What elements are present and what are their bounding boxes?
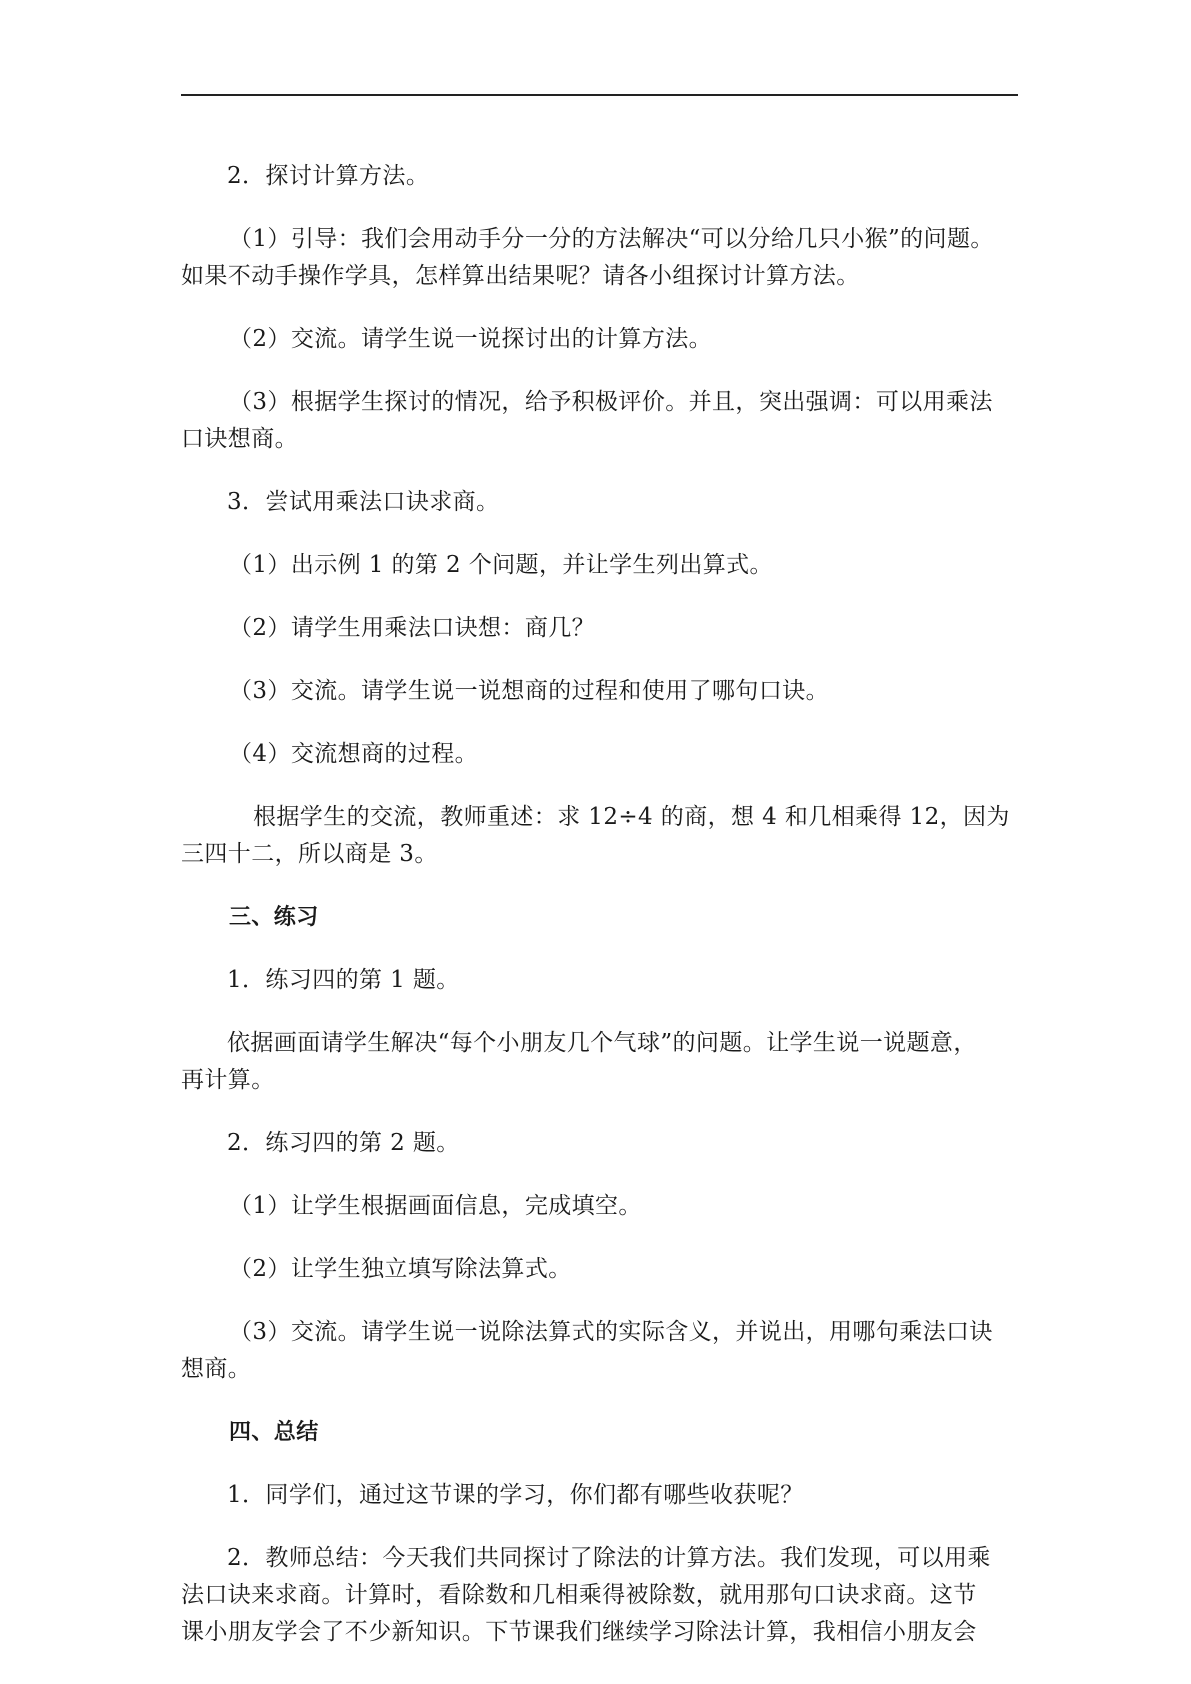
text-line: （1）引导：我们会用动手分一分的方法解决“可以分给几只小猴”的问题。 [229,226,994,252]
text-line: （3）交流。请学生说一说想商的过程和使用了哪句口诀。 [229,678,830,704]
section-heading [181,899,1026,936]
section-heading [181,1414,1026,1451]
paragraph-numbered [181,484,1026,521]
text-line: （3）根据学生探讨的情况，给予积极评价。并且，突出强调：可以用乘法 [229,389,993,415]
text-line: （2）交流。请学生说一说探讨出的计算方法。 [229,326,713,352]
text-line: 1．练习四的第 1 题。 [227,967,460,993]
text-line: （1）出示例 1 的第 2 个问题，并让学生列出算式。 [229,552,773,578]
paragraph-numbered [181,1477,1026,1514]
paragraph-numbered [181,1125,1026,1162]
paragraph-sub-item [181,736,1026,773]
text-line: 2．教师总结：今天我们共同探讨了除法的计算方法。我们发现，可以用乘 [227,1545,991,1571]
text-line: 想商。 [181,1356,252,1382]
text-line: 3．尝试用乘法口诀求商。 [227,489,500,515]
document-body [181,158,1026,1677]
text-line: （2）让学生独立填写除法算式。 [229,1256,572,1282]
text-line: 1．同学们，通过这节课的学习，你们都有哪些收获呢？ [227,1482,804,1508]
text-line: （2）请学生用乘法口诀想：商几？ [229,615,596,641]
paragraph-sub-item [181,384,1026,458]
text-line: （3）交流。请学生说一说除法算式的实际含义，并说出，用哪句乘法口诀 [229,1319,993,1345]
paragraph-sub-item [181,610,1026,647]
paragraph-sub-item [181,321,1026,358]
paragraph-sub-item [181,673,1026,710]
paragraph-sub-item [181,547,1026,584]
text-line: 法口诀来求商。计算时，看除数和几相乘得被除数，就用那句口诀求商。这节 [181,1582,977,1608]
paragraph-body [181,799,1026,873]
paragraph-sub-item [181,1314,1026,1388]
paragraph-numbered [181,1540,1026,1651]
paragraph-numbered [181,158,1026,195]
paragraph-sub-item [181,1251,1026,1288]
text-line: 三四十二，所以商是 3。 [181,841,438,867]
text-line: 口诀想商。 [181,426,298,452]
paragraph-sub-item [181,221,1026,295]
text-line: 如果不动手操作学具，怎样算出结果呢？请各小组探讨计算方法。 [181,263,860,289]
paragraph-body [181,1025,1026,1099]
text-line: 课小朋友学会了不少新知识。下节课我们继续学习除法计算，我相信小朋友会 [181,1619,977,1645]
text-line: （1）让学生根据画面信息，完成填空。 [229,1193,642,1219]
text-line: 再计算。 [181,1067,275,1093]
paragraph-sub-item [181,1188,1026,1225]
header-rule [181,94,1018,96]
text-line: 三、练习 [229,905,319,930]
text-line: 2．探讨计算方法。 [227,163,430,189]
text-line: 依据画面请学生解决“每个小朋友几个气球”的问题。让学生说一说题意， [227,1030,977,1056]
text-line: （4）交流想商的过程。 [229,741,479,767]
paragraph-numbered [181,962,1026,999]
text-line: 根据学生的交流，教师重述：求 12÷4 的商，想 4 和几相乘得 12，因为 [253,804,1010,830]
text-line: 2．练习四的第 2 题。 [227,1130,460,1156]
text-line: 四、总结 [229,1420,319,1445]
